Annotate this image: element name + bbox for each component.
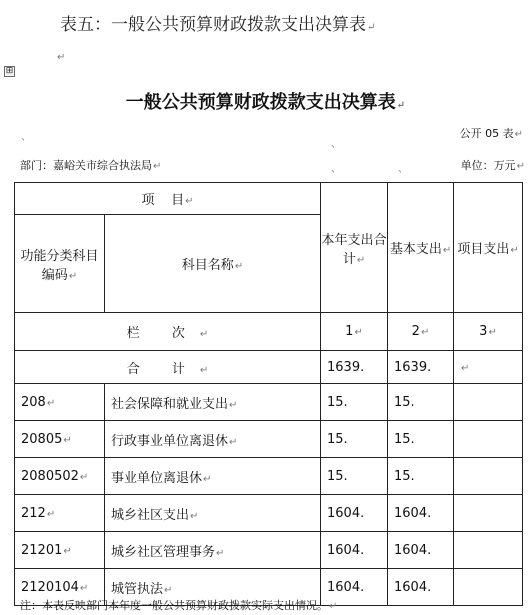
code-header: 功能分类科目编码↵ — [15, 215, 105, 313]
row-name: 行政事业单位离退休↵ — [105, 421, 321, 458]
row-project — [454, 569, 523, 606]
row-total: 15. — [321, 384, 388, 421]
row-code: 2080502↵ — [15, 458, 105, 495]
total-value: 1639. — [388, 351, 454, 384]
row-project — [454, 495, 523, 532]
name-header: 科目名称↵ — [105, 215, 321, 313]
row-project — [454, 458, 523, 495]
stray-mark: 、 — [331, 139, 341, 150]
row-project — [454, 384, 523, 421]
table-note: 注：本表反映部门本年度一般公共预算财政拨款实际支出情况。↵ — [20, 599, 338, 612]
row-name: 城乡社区管理事务↵ — [105, 532, 321, 569]
col-number: 3↵ — [454, 313, 523, 351]
total-value: ↵ — [454, 351, 523, 384]
paragraph-mark: ↵ — [57, 52, 66, 63]
department-label: 部门：嘉峪关市综合执法局↵ — [20, 159, 162, 172]
row-name: 事业单位离退休↵ — [105, 458, 321, 495]
row-project — [454, 421, 523, 458]
table-row — [15, 532, 523, 569]
budget-table — [14, 182, 523, 606]
lan-ci-label: 栏 次↵ — [15, 313, 321, 351]
row-name: 社会保障和就业支出↵ — [105, 384, 321, 421]
row-code: 20805↵ — [15, 421, 105, 458]
col-header-total: 本年支出合计↵ — [321, 183, 388, 313]
col-number: 2↵ — [388, 313, 454, 351]
item-header: 项 目↵ — [15, 183, 321, 215]
stray-mark: 、 — [21, 132, 31, 143]
row-project — [454, 532, 523, 569]
row-total: 1604. — [321, 569, 388, 606]
row-name: 城管执法↵ — [105, 569, 321, 606]
row-basic: 15. — [388, 421, 454, 458]
table-row — [15, 384, 523, 421]
table-row — [15, 421, 523, 458]
col-header-basic: 基本支出↵ — [388, 183, 454, 313]
table-anchor-icon[interactable]: ⊞ — [5, 66, 14, 76]
row-total: 15. — [321, 458, 388, 495]
document-title: 一般公共预算财政拨款支出决算表↵ — [125, 92, 406, 113]
row-basic: 15. — [388, 384, 454, 421]
total-value: 1639. — [321, 351, 388, 384]
row-basic: 1604. — [388, 532, 454, 569]
row-total: 1604. — [321, 532, 388, 569]
col-number: 1↵ — [321, 313, 388, 351]
row-basic: 15. — [388, 458, 454, 495]
row-code: 212↵ — [15, 495, 105, 532]
row-name: 城乡社区支出↵ — [105, 495, 321, 532]
stray-mark: 、 — [398, 164, 408, 175]
col-header-project: 项目支出↵ — [454, 183, 523, 313]
row-basic: 1604. — [388, 495, 454, 532]
row-code: 21201↵ — [15, 532, 105, 569]
row-basic: 1604. — [388, 569, 454, 606]
stray-mark: 、 — [331, 164, 341, 175]
table-number: 公开 05 表↵ — [459, 127, 523, 140]
caption-title: 表五：一般公共预算财政拨款支出决算表↵ — [60, 15, 376, 35]
row-code: 208↵ — [15, 384, 105, 421]
row-code: 2120104↵ — [15, 569, 105, 606]
table-row — [15, 458, 523, 495]
row-total: 1604. — [321, 495, 388, 532]
unit-label: 单位：万元↵ — [460, 159, 525, 172]
table-row — [15, 495, 523, 532]
row-total: 15. — [321, 421, 388, 458]
total-label: 合 计↵ — [15, 351, 321, 384]
